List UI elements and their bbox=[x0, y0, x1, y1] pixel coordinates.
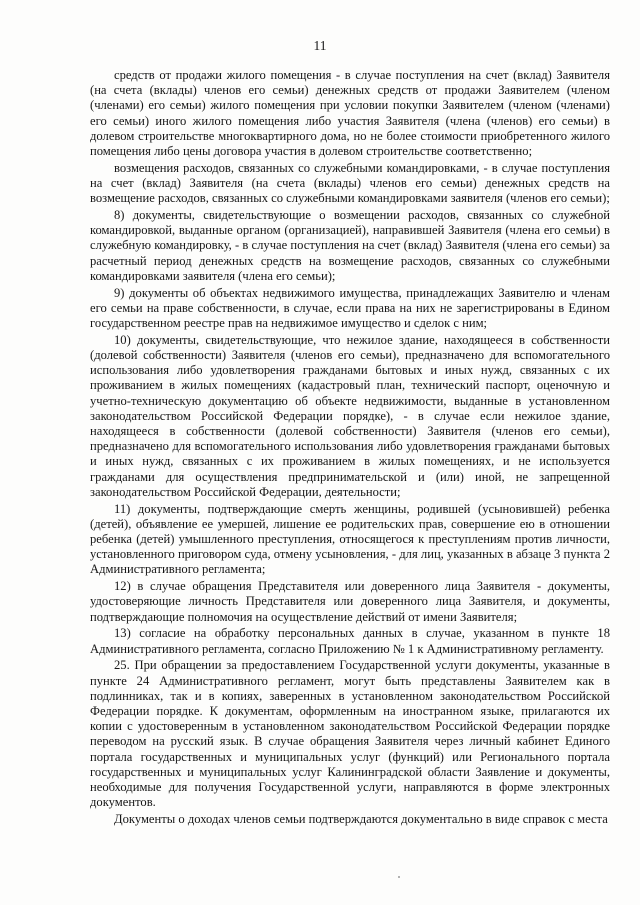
paragraph-item-9: 9) документы об объектах недвижимого имущества, принадлежащих Заявителю и членам его семьи на праве собственности, в случае, если права на них не зарегистрированы в Едином государственном реестре прав на недвижимое имущество и сделок с ним; bbox=[90, 285, 610, 331]
paragraph-sale-proceeds: средств от продажи жилого помещения - в случае поступления на счет (вклад) Заявителя (на счета (вклады) членов его семьи) денежных средств от продажи Заявителем (членом (членами) его семьи) жилого помещения при условии покупки Заявителем (членом (членами) его семьи) иного жилого помещения либо участия Заявителя (члена (членов) его семьи) в долевом строительстве многоквартирного дома, но не более стоимости приобретенного жилого помещения либо цены договора участия в долевом строительстве соответственно; bbox=[90, 68, 610, 159]
paragraph-travel-expenses: возмещения расходов, связанных со служебными командировками, - в случае поступления на счет (вклад) Заявителя (на счета (вклады) членов его семьи) денежных средств на возмещение расходов, связанных со служебными командировками заявителя (членов его семьи); bbox=[90, 160, 610, 206]
scan-speck bbox=[398, 876, 400, 878]
document-body bbox=[90, 68, 610, 829]
paragraph-income-documents: Документы о доходах членов семьи подтверждаются документально в виде справок с места bbox=[114, 812, 608, 827]
paragraph-item-8: 8) документы, свидетельствующие о возмещении расходов, связанных со служебной командировкой, выданные органом (организацией), направившей Заявителя (члена его семьи) в служебную командировку, - в случае поступления на счет (вклад) Заявителя (члена его семьи) за расчетный период денежных средств на возмещение расходов, связанных со служебными командировками заявителя (члена его семьи); bbox=[90, 208, 610, 283]
paragraph-item-10: 10) документы, свидетельствующие, что нежилое здание, находящееся в собственности (долевой собственности) Заявителя (членов его семьи), предназначено для вспомогательного использования либо удовлетворения гражданами бытовых и иных нужд, связанных с их проживанием в жилых помещениях (кадастровый план, технический паспорт, оценочную и учетно-техническую документацию об объекте недвижимости, выданные в установленном законодательством Российской Федерации порядке), - в случае если нежилое здание, находящееся в собственности (долевой собственности) Заявителя (членов его семьи), предназначено для вспомогательного использования либо удовлетворения гражданами бытовых и иных нужд, связанных с их проживанием в жилых помещениях, и не используется гражданами для осуществления предпринимательской и (или) иной, не запрещенной законодательством Российской Федерации, деятельности; bbox=[90, 332, 610, 499]
paragraph-item-11: 11) документы, подтверждающие смерть женщины, родившей (усыновившей) ребенка (детей), объявление ее умершей, лишение ее родительских прав, совершение ею в отношении ребенка (детей) умышленного преступления, относящегося к преступлениям против личности, установленного приговором суда, отмену усыновления, - для лиц, указанных в абзаце 3 пункта 2 Административного регламента; bbox=[90, 501, 610, 577]
page-number: 11 bbox=[313, 38, 327, 53]
paragraph-section-25: 25. При обращении за предоставлением Государственной услуги документы, указанные в пункте 24 Административного регламент, могут быть представлены Заявителем как в подлинниках, так и в копиях, заверенных в установленном законодательством Российской Федерации порядке. К документам, оформленным на иностранном языке, прилагаются их копии с удостоверенным в установленном законодательством Российской Федерации порядке переводом на русский язык. В случае обращения Заявителя через личный кабинет Единого портала государственных и муниципальных услуг (функций) или Регионального портала государственных и муниципальных услуг Калининградской области Заявление и документы, необходимые для получения Государственной услуги, направляются в форме электронных документов. bbox=[90, 658, 610, 810]
paragraph-item-12: 12) в случае обращения Представителя или доверенного лица Заявителя - документы, удостоверяющие личность Представителя или доверенного лица Заявителя, и документы, подтверждающие полномочия на осуществление действий от имени Заявителя; bbox=[90, 579, 610, 624]
paragraph-item-13: 13) согласие на обработку персональных данных в случае, указанном в пункте 18 Административного регламента, согласно Приложению № 1 к Административному регламенту. bbox=[90, 626, 610, 656]
